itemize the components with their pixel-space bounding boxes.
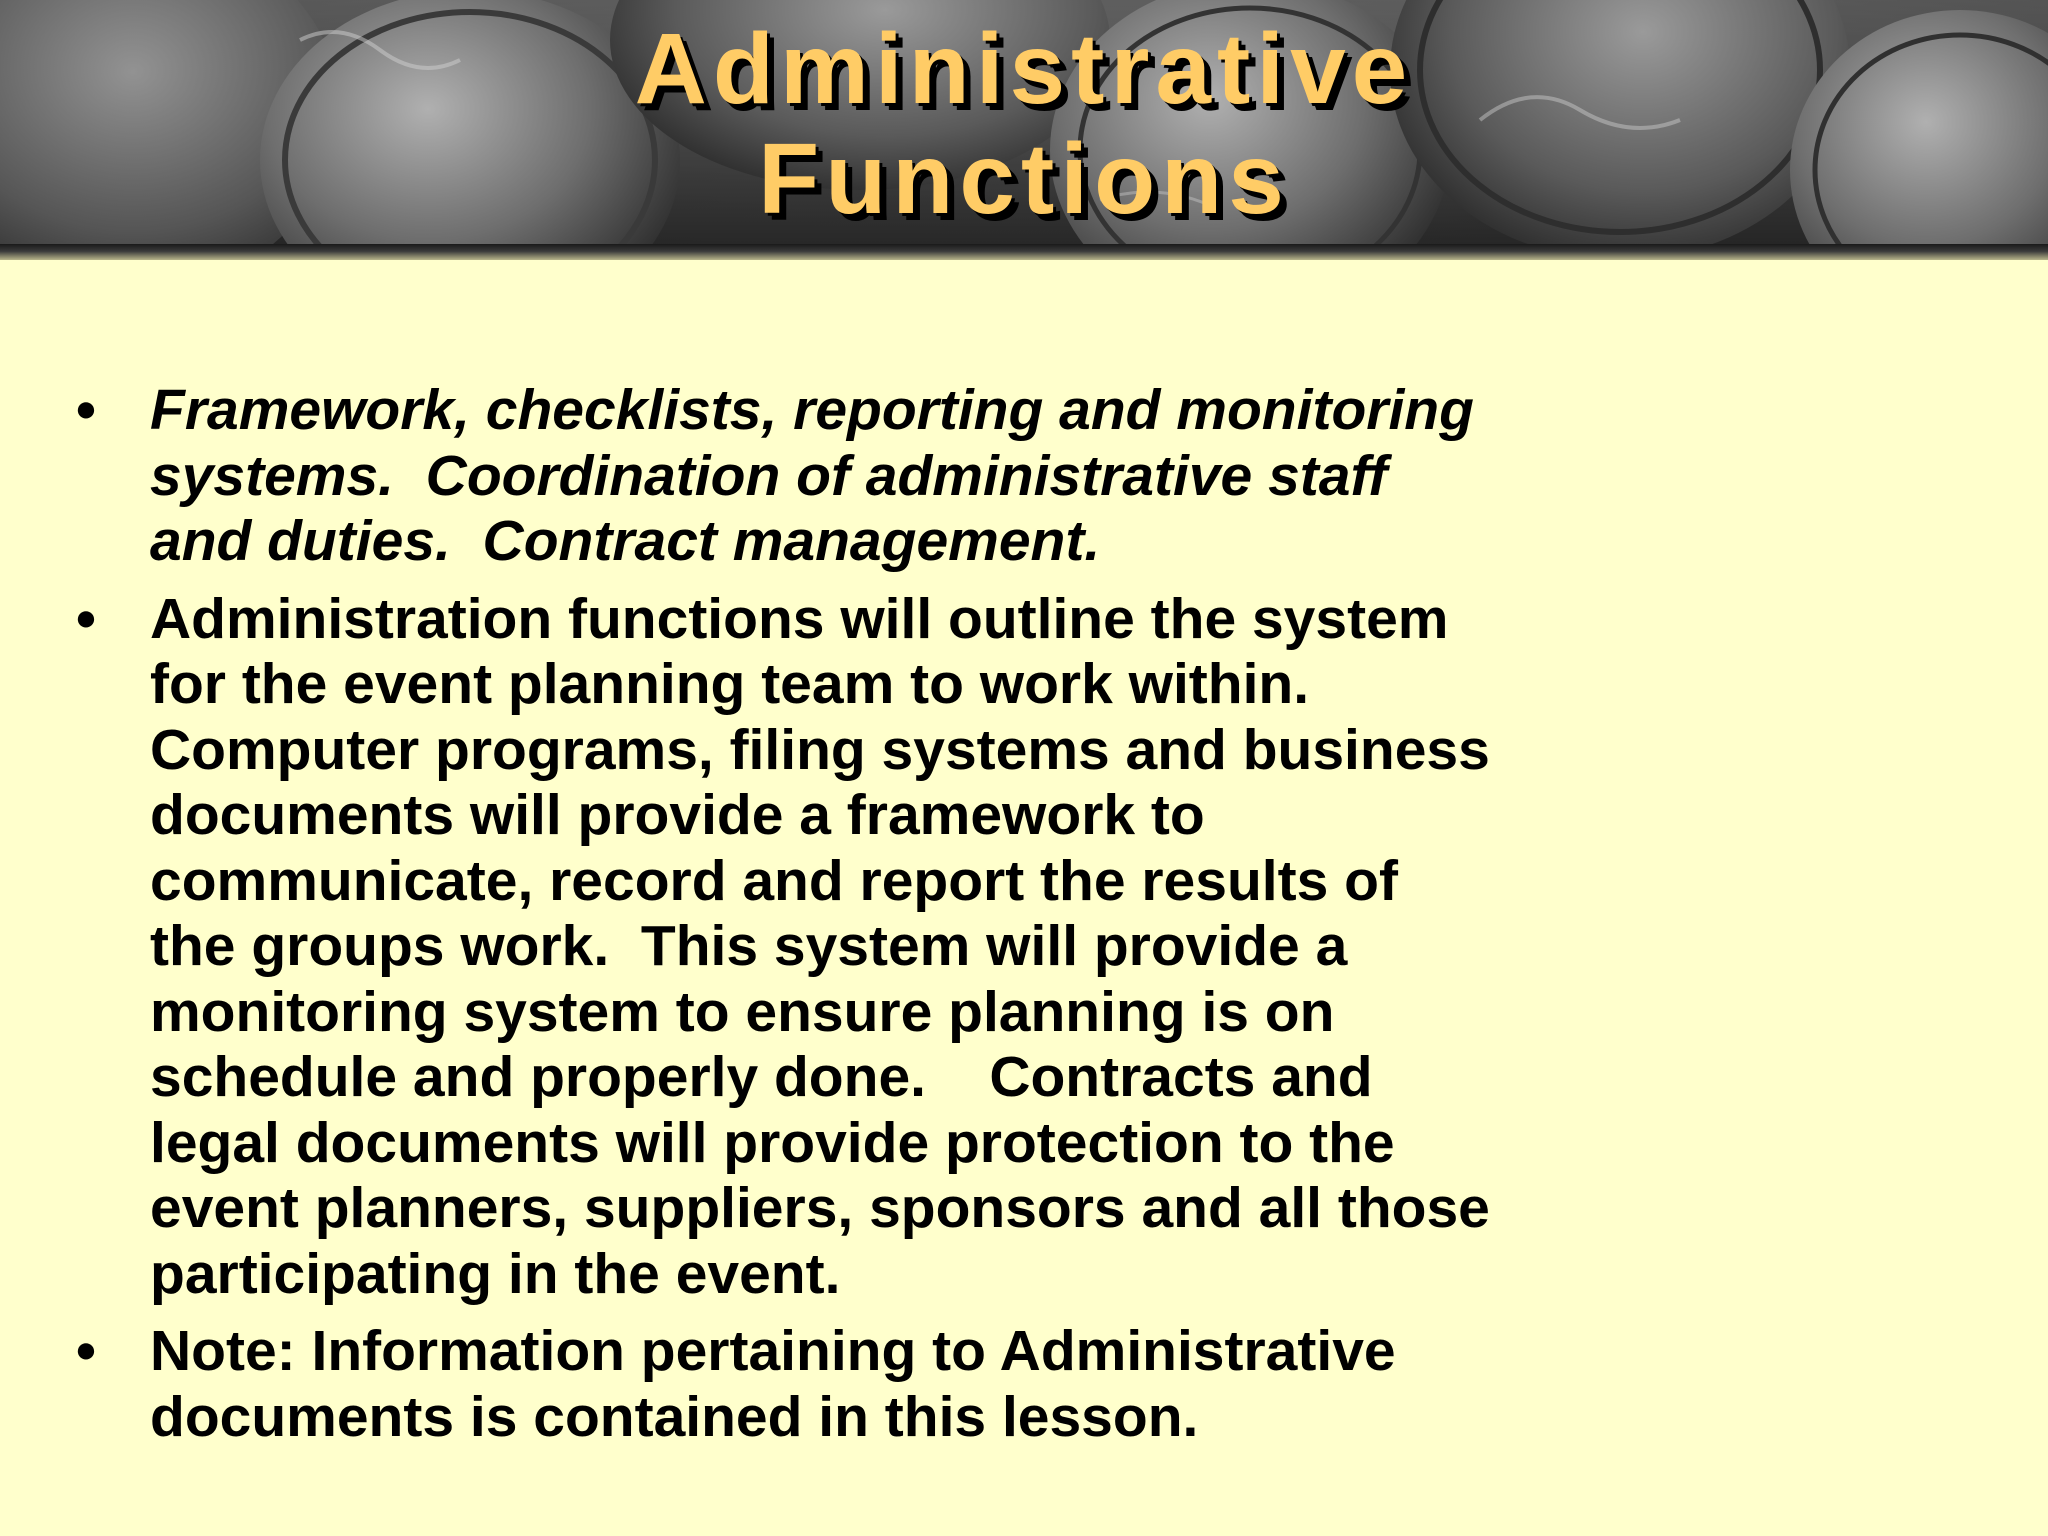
bullet-dot-icon: • xyxy=(76,378,96,442)
banner-divider xyxy=(0,244,2048,260)
bullet-text-line: monitoring system to ensure planning is on xyxy=(150,979,1335,1044)
bullet-dot-icon: • xyxy=(76,586,96,651)
bullet-text-line: and duties. Contract management. xyxy=(150,509,1101,573)
bullet-text-line: Computer programs, filing systems and business xyxy=(150,717,1490,782)
bullet-item xyxy=(72,1319,1992,1450)
bullet-text-line: documents is contained in this lesson. xyxy=(150,1384,1199,1449)
bullet-text-line: Note: Information pertaining to Administrative xyxy=(150,1319,1396,1383)
bullet-text-line: legal documents will provide protection to the xyxy=(150,1110,1395,1175)
bullet-list xyxy=(72,378,1992,1462)
bullet-dot-icon: • xyxy=(76,1319,96,1383)
bullet-item xyxy=(72,378,1992,575)
title-line-1: Administrative xyxy=(634,13,1414,125)
bullet-text-line: the groups work. This system will provide a xyxy=(150,914,1348,978)
bullet-text-line: participating in the event. xyxy=(150,1241,841,1306)
bullet-text-line: documents will provide a framework to xyxy=(150,783,1205,847)
bullet-item xyxy=(72,587,1992,1308)
bullet-text-line: communicate, record and report the results of xyxy=(150,848,1398,913)
bullet-text-line: systems. Coordination of administrative staff xyxy=(150,443,1388,508)
title-line-2: Functions xyxy=(758,123,1290,235)
bullet-text-line: event planners, suppliers, sponsors and all those xyxy=(150,1176,1490,1240)
header-banner-coins-image xyxy=(0,0,2048,252)
page-title xyxy=(0,14,2048,234)
bullet-text-line: for the event planning team to work within. xyxy=(150,652,1310,716)
bullet-text-line: schedule and properly done. Contracts and xyxy=(150,1045,1373,1109)
bullet-text-line: Administration functions will outline the system xyxy=(150,586,1449,651)
bullet-text-line: Framework, checklists, reporting and monitoring xyxy=(150,378,1474,442)
